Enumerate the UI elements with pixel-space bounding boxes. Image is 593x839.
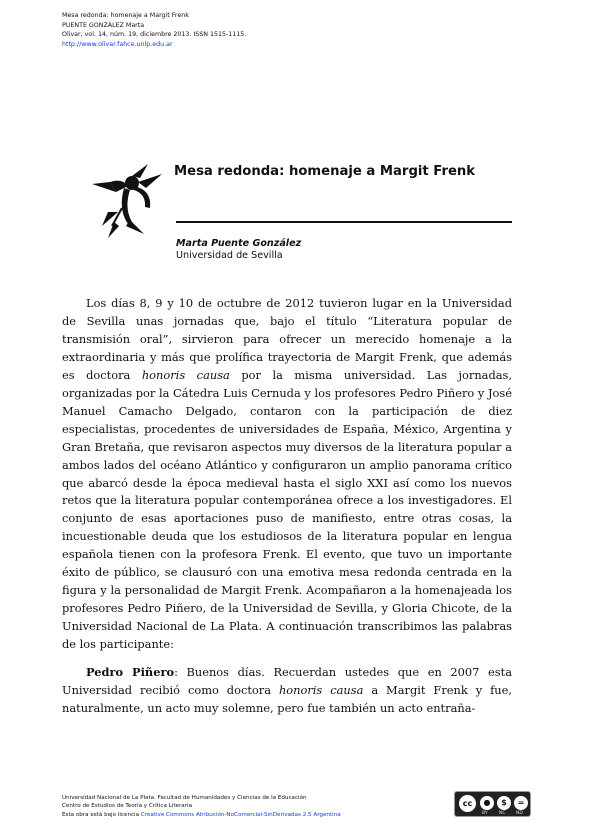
paragraph-speaker: [62, 664, 512, 718]
journal-url-link[interactable]: http://www.olivar.fahce.unlp.edu.ar: [62, 40, 173, 48]
article-body: [62, 295, 512, 718]
author-block: [176, 238, 301, 262]
citation-author: PUENTE GONZÁLEZ Marta: [62, 21, 145, 29]
footer-center: Centro de Estudios de Teoría y Crítica Literaria: [62, 803, 192, 810]
page-footer: [62, 794, 341, 819]
paragraph-intro: [62, 295, 512, 654]
citation-journal: Olivar, vol. 14, núm. 19, diciembre 2013. ISSN 1515-1115.: [62, 31, 247, 39]
footer-license-line: [62, 811, 341, 819]
speaker-name: Pedro Piñero: [86, 665, 175, 680]
emphasis-text: honoris causa: [141, 367, 230, 382]
nd-label: ND: [516, 811, 523, 816]
journal-logo-icon: [88, 152, 180, 244]
author-affiliation: Universidad de Sevilla: [176, 250, 283, 261]
title-divider: [176, 221, 512, 223]
paragraph-text: por la misma universidad. Las jornadas, organizadas por la Cátedra Luis Cernuda y los profesores Pedro Piñero y José Manuel Camacho Delgado, contaron con la participación de diez especialistas, procedentes de universidades de España, México, Argentina y Gran Bretaña, que revisaron aspectos muy diversos de la literatura popular a ambos lados del océano Atlántico y configuraron un amplio panorama crítico que abarcó desde la época medieval hasta el siglo XXI así como los nuevos retos que la literatura popular contemporánea ofrece a los investigadores. El conjunto de esas aportaciones puso de manifiesto, entre otras cosas, la incuestionable deuda que los estudiosos de la literatura popular en lengua española tienen con la profesora Frenk. El evento, que tuvo un importante éxito de público, se clausuró con una emotiva mesa redonda centrada en la figura y la personalidad de Margit Frenk. Acompañaron a la homenajeada los profesores Pedro Piñero, de la Universidad de Sevilla, y Gloria Chicote, de la Universidad Nacional de La Plata. A continuación transcribimos las palabras de los participante:: [62, 367, 513, 652]
emphasis-text: honoris causa: [278, 683, 364, 698]
license-link[interactable]: Creative Commons Atribución-NoComercial-SinDerivadas 2.5 Argentina: [140, 811, 341, 818]
noderivatives-icon: =: [514, 796, 528, 810]
license-badge[interactable]: [454, 791, 531, 817]
by-label: BY: [482, 811, 488, 816]
citation-header: [62, 11, 246, 49]
footer-license-prefix: Esta obra está bajo licencia: [62, 811, 141, 818]
cc-icon: cc: [459, 795, 476, 812]
paragraph-text: Los días 8, 9 y 10 de octubre de 2012 tuvieron lugar en la Universidad de Sevilla unas jornadas que, bajo el título “Literatura popular de transmisión oral”, sirvieron para ofrecer un merecido homenaje a la extraordinaria y más que prolífica trayectoria de Margit Frenk, que además es doctora: [62, 296, 512, 382]
paragraph-text: a Margit Frenk y fue, naturalmente, un acto muy solemne, pero fue también un acto entraña-: [62, 683, 512, 715]
paragraph-text: : Buenos días. Recuerdan ustedes que en 2007 esta Universidad recibió como doctora: [62, 665, 512, 698]
nc-label: NC: [499, 811, 506, 816]
noncommercial-icon: $: [497, 796, 511, 810]
article-title: Mesa redonda: homenaje a Margit Frenk: [174, 164, 476, 179]
citation-title: Mesa redonda: homenaje a Margit Frenk: [62, 12, 189, 19]
footer-institution: Universidad Nacional de La Plata. Facultad de Humanidades y Ciencias de la Educación: [62, 795, 307, 801]
attribution-icon: ●: [480, 796, 494, 810]
author-name: Marta Puente González: [176, 238, 302, 249]
